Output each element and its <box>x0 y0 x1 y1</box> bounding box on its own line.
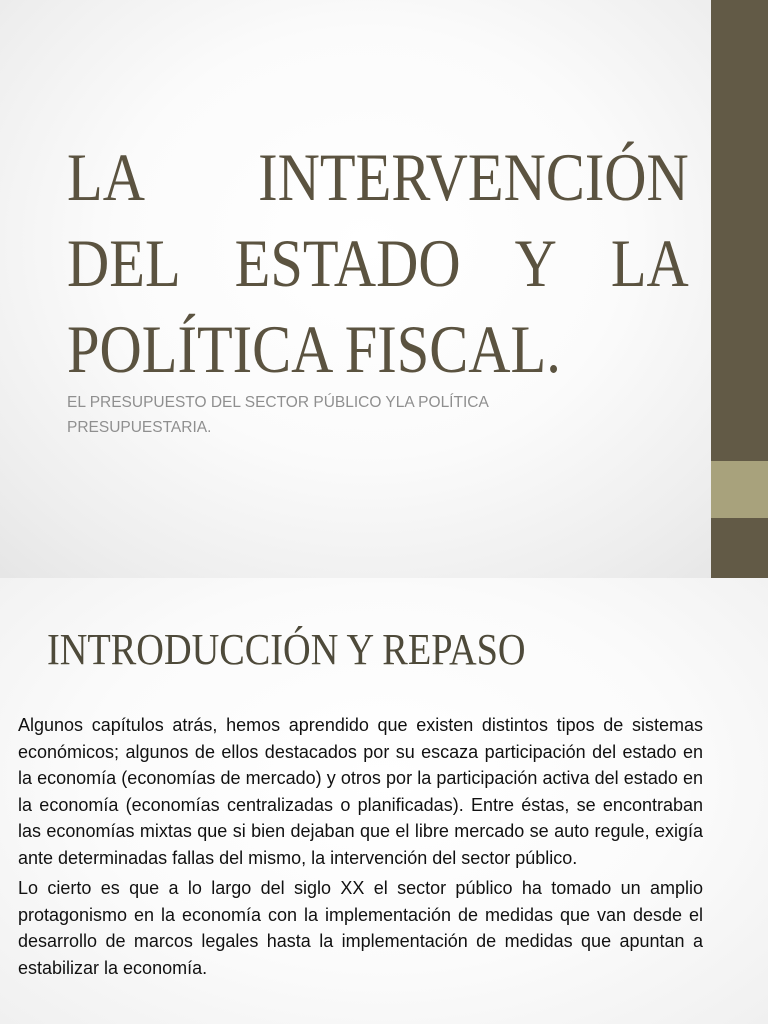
body-text <box>18 712 703 985</box>
slide-title: LA INTERVENCIÓN DEL ESTADO Y LA POLÍTICA FISCAL. <box>67 139 689 387</box>
paragraph: Lo cierto es que a lo largo del siglo XX el sector público ha tomado un amplio protagonismo en la economía con la implementación de medidas que van desde el desarrollo de marcos legales hasta la implementación de medidas que apuntan a estabilizar la economía. <box>18 878 703 978</box>
section-heading: INTRODUCCIÓN Y REPASO <box>47 625 526 674</box>
content-slide <box>0 578 768 1024</box>
decorative-sidebar-accent <box>711 461 768 518</box>
paragraph: Algunos capítulos atrás, hemos aprendido que existen distintos tipos de sistemas económicos; algunos de ellos destacados por su escaza participación del estado en la economía (economías de mercado) y otros por la participación activa del estado en la economía (economías centralizadas o planificadas). Entre éstas, se encontraban las economías mixtas que si bien dejaban que el libre mercado se auto regule, exigía ante determinadas fallas del mismo, la intervención del sector público. <box>18 715 703 868</box>
slide-subtitle: EL PRESUPUESTO DEL SECTOR PÚBLICO YLA POLÍTICA PRESUPUESTARIA. <box>67 394 488 436</box>
